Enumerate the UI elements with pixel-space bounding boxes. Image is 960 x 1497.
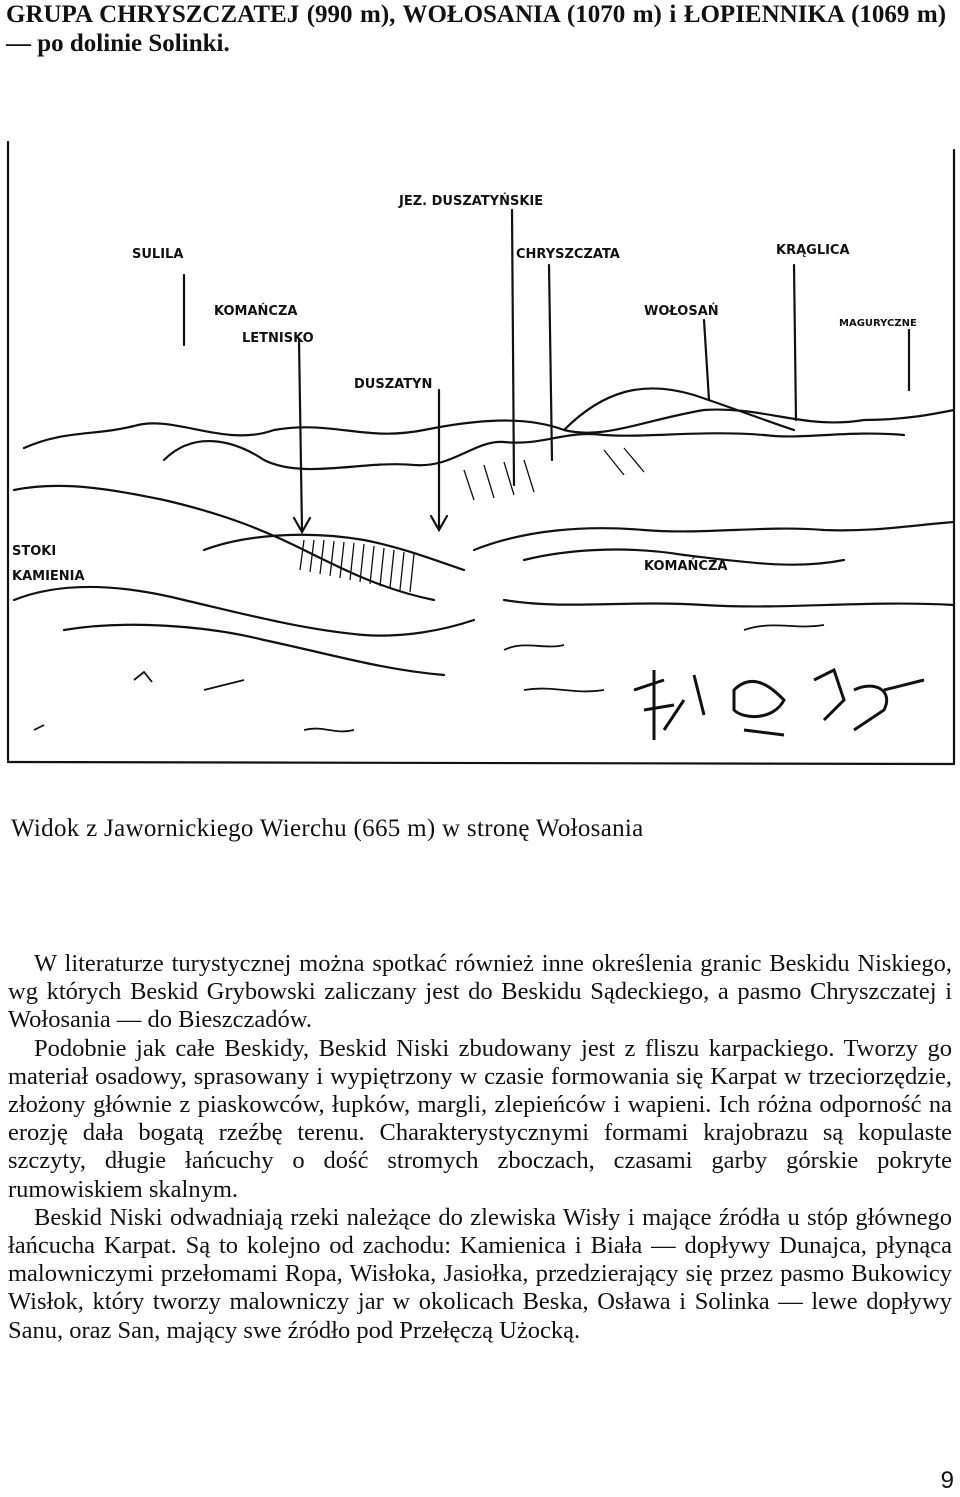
ridge-near xyxy=(64,625,444,675)
heading-elevation-2: (1070 m) xyxy=(566,1,662,28)
heading-name-wolosania: WOŁOSANIA xyxy=(402,1,560,28)
heading-elevation-1: (990 m), xyxy=(306,1,396,28)
label-chryszczata: CHRYSZCZATA xyxy=(516,247,620,262)
label-komancza: KOMAŃCZA xyxy=(644,559,728,574)
paragraph-1: W literaturze turystycznej można spotkać również inne określenia granic Beskidu Niskiego, wg których Beskid Grybowski zaliczany jest do Beskidu Sądeckiego, a pasmo Chryszczatej i Wołosania — do Bieszczadów. xyxy=(8,950,952,1034)
pointer-kraglica xyxy=(794,265,796,420)
pointer-wolosan xyxy=(704,320,709,400)
foreground-line xyxy=(504,600,954,606)
paragraph-2: Podobnie jak całe Beskidy, Beskid Niski zbudowany jest z fliszu karpackiego. Tworzy go materiał osadowy, sprasowany i wypiętrzony w czasie formowania się Karpat w trzeciorzędzie, złożony głównie z piaskowców, łupków, margli, zlepieńców i wapieni. Ich różna odporność na erozję dała bogatą rzeźbę terenu. Charakterystycznymi formami krajobrazu są kopulaste szczyty, długie łańcuchy o dość stromych zboczach, czasami garby górskie pokryte rumowiskiem skalnym. xyxy=(8,1034,952,1203)
panorama-sketch xyxy=(4,130,958,770)
body-text xyxy=(8,950,952,1345)
label-sulila: SULILA xyxy=(132,247,184,262)
panorama-drawing xyxy=(4,130,958,770)
label-komancza-letnisko-1: KOMAŃCZA xyxy=(214,304,298,319)
label-duszatyn: DUSZATYN xyxy=(354,377,433,392)
pointer-chryszczata xyxy=(549,265,552,460)
ridge-far xyxy=(24,410,954,448)
label-komancza-letnisko-2: LETNISKO xyxy=(242,331,314,346)
ridge-back xyxy=(164,433,904,469)
pointer-jez xyxy=(512,210,514,485)
label-kraglica: KRĄGLICA xyxy=(776,243,850,258)
ridge-right xyxy=(474,522,954,550)
heading-conjunction: i xyxy=(669,1,677,28)
section-heading xyxy=(6,0,946,58)
foreground-scribbles xyxy=(34,625,824,731)
sketch-labels xyxy=(12,193,917,584)
heading-elevation-3: (1069 m) xyxy=(851,1,947,28)
page-number: 9 xyxy=(940,1467,954,1494)
heading-tail: — po dolinie Solinki. xyxy=(6,30,230,57)
ridge-wolosan xyxy=(564,388,794,430)
label-kamienia: KAMIENIA xyxy=(12,569,85,584)
figure-caption: Widok z Jawornickiego Wierchu (665 m) w stronę Wołosania xyxy=(11,815,644,842)
frame-bottom-edge xyxy=(8,762,954,764)
heading-name-lopiennika: ŁOPIENNIKA xyxy=(683,1,844,28)
artist-signature xyxy=(634,670,924,740)
label-wolosan: WOŁOSAŃ xyxy=(644,304,719,319)
paragraph-3: Beskid Niski odwadniają rzeki należące do zlewiska Wisły i mające źródła u stóp głównego łańcucha Karpat. Są to kolejno od zachodu: Kamienica i Biała — dopływy Dunajca, płynąca malowniczymi przełomami Ropa, Wisłoka, Jasiołka, przedzierający się przez pasmo Bukowicy Wisłok, który tworzy malowniczy jar w okolicach Beska, Osława i Solinka — lewe dopływy Sanu, oraz San, mający swe źródło pod Przełęczą Użocką. xyxy=(8,1203,952,1344)
heading-name-chryszczatej: GRUPA CHRYSZCZATEJ xyxy=(6,1,300,28)
slope-hatching xyxy=(300,448,644,592)
pointer-duszatyn xyxy=(431,390,447,530)
label-jez-duszatynskie: JEZ. DUSZATYŃSKIE xyxy=(399,194,544,209)
pointer-komancza-letnisko xyxy=(294,340,310,532)
label-stoki: STOKI xyxy=(12,544,57,559)
label-maguryczne: MAGURYCZNE xyxy=(839,318,917,329)
